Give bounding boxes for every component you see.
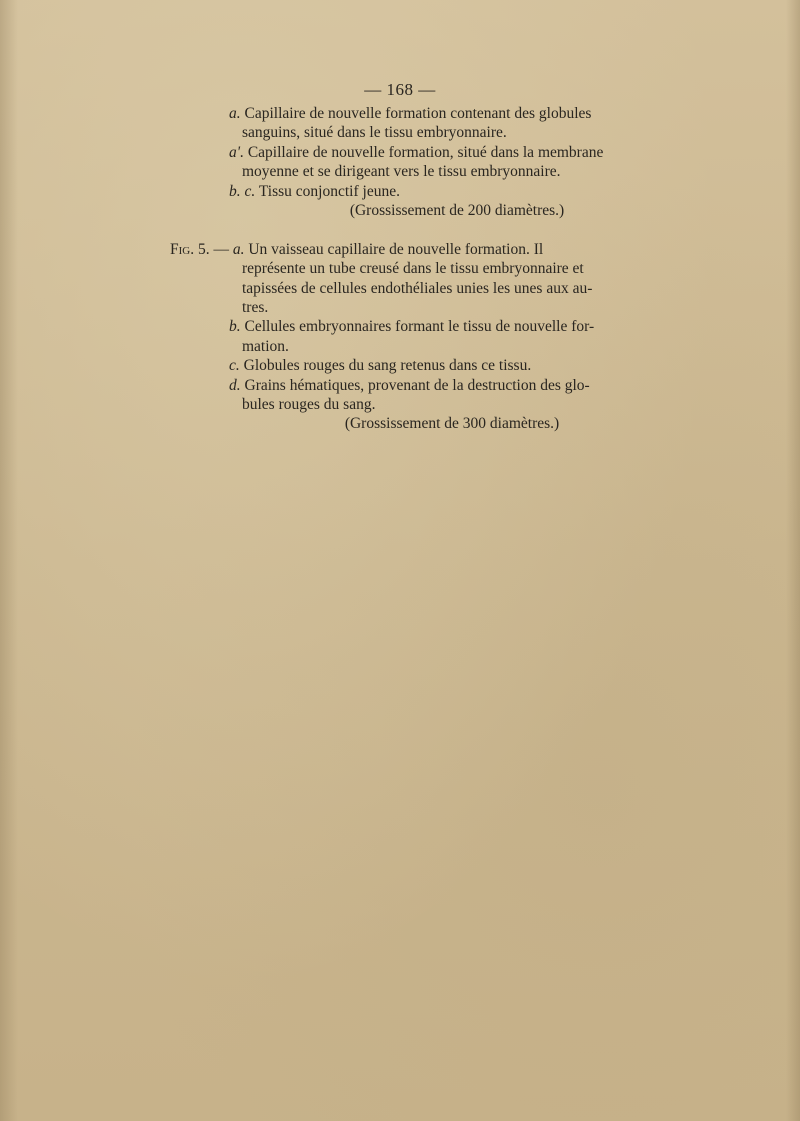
item-text-a: Capillaire de nouvelle formation contenant des globules bbox=[244, 105, 592, 122]
fig5-line3: tapissées de cellules endothéliales unies les unes aux au- bbox=[242, 279, 593, 297]
fig5-dash: — bbox=[213, 240, 229, 258]
fig5-label: Fig. 5. bbox=[170, 240, 210, 258]
fig5-item-label-d: d. bbox=[229, 376, 241, 394]
fig5-item-b-cont: mation. bbox=[242, 337, 289, 355]
fig5-item-text-b: Cellules embryonnaires formant le tissu de nouvelle for- bbox=[244, 318, 595, 336]
figure-legend-text bbox=[170, 104, 648, 434]
item-label-a: a. bbox=[229, 105, 241, 122]
spacer bbox=[186, 220, 648, 239]
page-edge-shadow-left bbox=[0, 0, 18, 1121]
fig5-line1-text: Un vaisseau capillaire de nouvelle formation. Il bbox=[248, 240, 544, 258]
item-label-bc: b. c. bbox=[229, 182, 256, 200]
legend-line-a-prime-cont: moyenne et se dirigeant vers le tissu embryonnaire. bbox=[242, 163, 561, 181]
legend-line-a bbox=[186, 104, 648, 123]
legend-line-bc bbox=[186, 182, 648, 201]
fig5-line2: représente un tube creusé dans le tissu embryonnaire et bbox=[242, 260, 584, 278]
item-text-a-prime: Capillaire de nouvelle formation, situé dans la membrane bbox=[247, 143, 604, 161]
legend-line-a-cont: sanguins, situé dans le tissu embryonnaire. bbox=[242, 124, 507, 142]
fig5-item-label-c: c. bbox=[229, 357, 240, 375]
page-edge-shadow-right bbox=[786, 0, 800, 1121]
fig5-item-c bbox=[186, 356, 648, 375]
fig5-line1 bbox=[170, 240, 648, 259]
item-text-bc: Tissu conjonctif jeune. bbox=[258, 182, 400, 200]
magnification-300: (Grossissement de 300 diamètres.) bbox=[344, 415, 560, 433]
fig5-item-text-c: Globules rouges du sang retenus dans ce tissu. bbox=[243, 357, 532, 375]
legend-line-a-prime bbox=[186, 143, 648, 162]
fig5-line4: tres. bbox=[242, 299, 269, 317]
fig5-item-label-a: a. bbox=[232, 240, 245, 258]
fig5-item-d bbox=[186, 376, 648, 395]
fig5-item-text-d: Grains hématiques, provenant de la destruction des glo- bbox=[244, 376, 590, 394]
item-label-a-prime: a'. bbox=[229, 143, 244, 161]
fig5-item-d-cont: bules rouges du sang. bbox=[242, 396, 376, 414]
magnification-200: (Grossissement de 200 diamètres.) bbox=[349, 202, 565, 220]
fig5-item-label-b: b. bbox=[229, 318, 241, 336]
page-number: — 168 — bbox=[364, 80, 436, 99]
fig5-item-b bbox=[186, 317, 648, 336]
